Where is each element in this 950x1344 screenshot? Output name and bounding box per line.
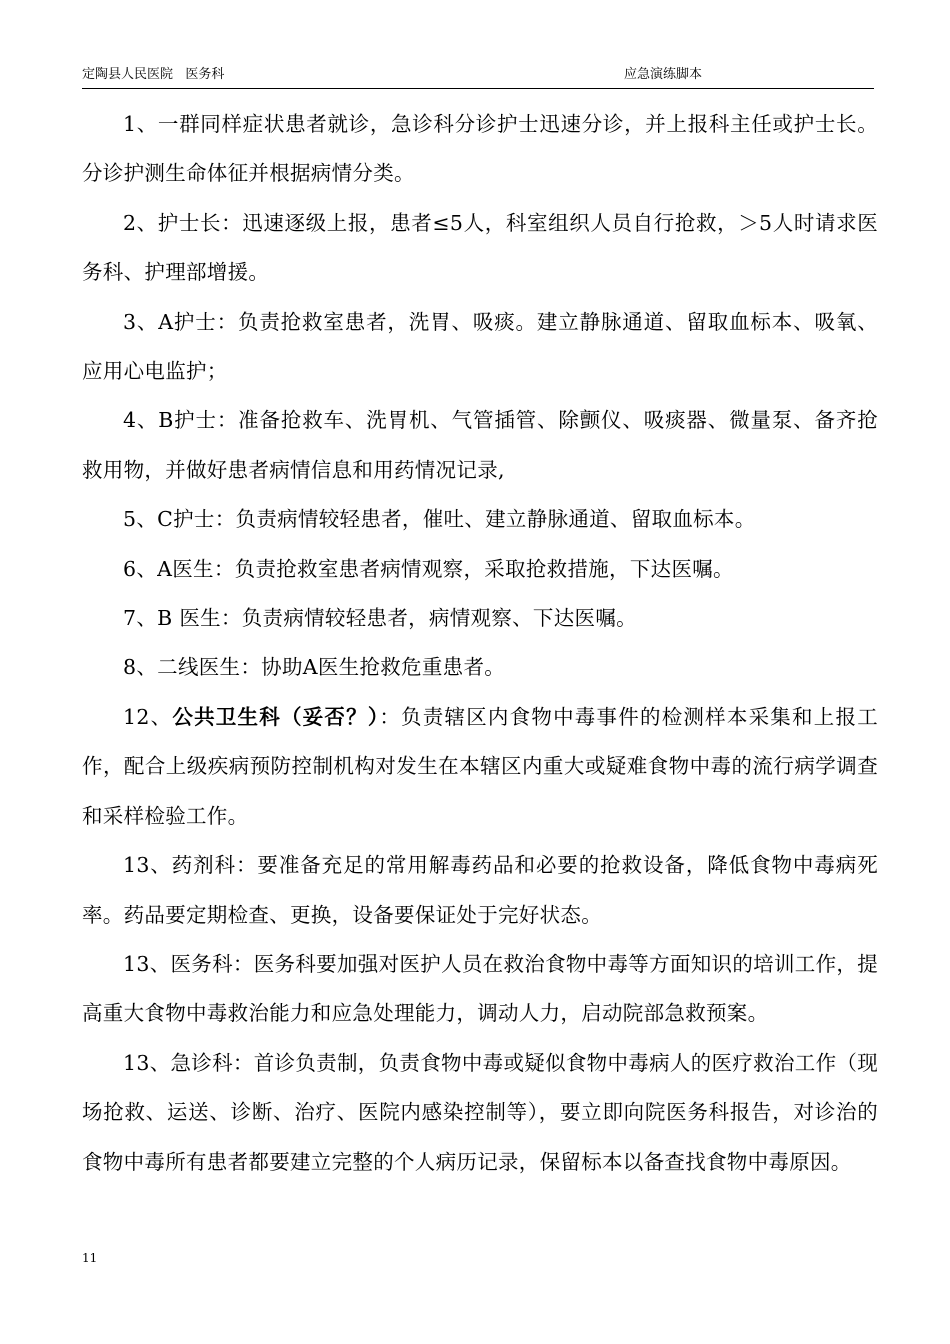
document-body [82, 100, 878, 1187]
paragraph-1: 1、一群同样症状患者就诊，急诊科分诊护士迅速分诊，并上报科主任或护士长。分诊护测生命体征并根据病情分类。 [82, 112, 878, 186]
paragraph-12-prefix: 12、 [123, 704, 173, 729]
header-hospital-department: 定陶县人民医院 医务科 [82, 67, 225, 82]
paragraph-7: 7、B 医生：负责病情较轻患者，病情观察、下达医嘱。 [123, 606, 637, 631]
paragraph-6: 6、A医生：负责抢救室患者病情观察，采取抢救措施，下达医嘱。 [123, 556, 734, 581]
page-number: 11 [82, 1251, 98, 1265]
paragraph-12-bold-heading: 公共卫生科（妥否？） [172, 704, 380, 729]
paragraph-5: 5、C护士：负责病情较轻患者，催吐、建立静脉通道、留取血标本。 [123, 507, 756, 532]
paragraph-3: 3、A护士：负责抢救室患者，洗胃、吸痰。建立静脉通道、留取血标本、吸氧、应用心电监护； [82, 309, 878, 384]
paragraph-13-emergency: 13、急诊科：首诊负责制，负责食物中毒或疑似食物中毒病人的医疗救治工作（现场抢救、运送、诊断、治疗、医院内感染控制等），要立即向院医务科报告，对诊治的食物中毒所有患者都要建立完整的个人病历记录，保留标本以备查找食物中毒原因。 [82, 1050, 878, 1174]
header-document-title: 应急演练脚本 [624, 67, 703, 82]
paragraph-12-text: ：负责辖区内食物中毒事件的检测样本采集和上报工作，配合上级疾病预防控制机构对发生在本辖区内重大或疑难食物中毒的流行病学调查和采样检验工作。 [82, 704, 878, 828]
paragraph-2: 2、护士长：迅速逐级上报，患者≤5人，科室组织人员自行抢救，＞5人时请求医务科、护理部增援。 [82, 210, 878, 285]
paragraph-8: 8、二线医生：协助A医生抢救危重患者。 [123, 655, 506, 680]
paragraph-4: 4、B护士：准备抢救车、洗胃机、气管插管、除颤仪、吸痰器、微量泵、备齐抢救用物，并做好患者病情信息和用药情况记录, [82, 408, 878, 482]
paragraph-13-pharmacy: 13、药剂科：要准备充足的常用解毒药品和必要的抢救设备，降低食物中毒病死率。药品要定期检查、更换，设备要保证处于完好状态。 [82, 853, 878, 927]
page-header [82, 66, 874, 89]
paragraph-12-public-health [82, 693, 878, 841]
paragraph-13-medical-affairs: 13、医务科：医务科要加强对医护人员在救治食物中毒等方面知识的培训工作，提高重大食物中毒救治能力和应急处理能力，调动人力，启动院部急救预案。 [82, 951, 878, 1026]
